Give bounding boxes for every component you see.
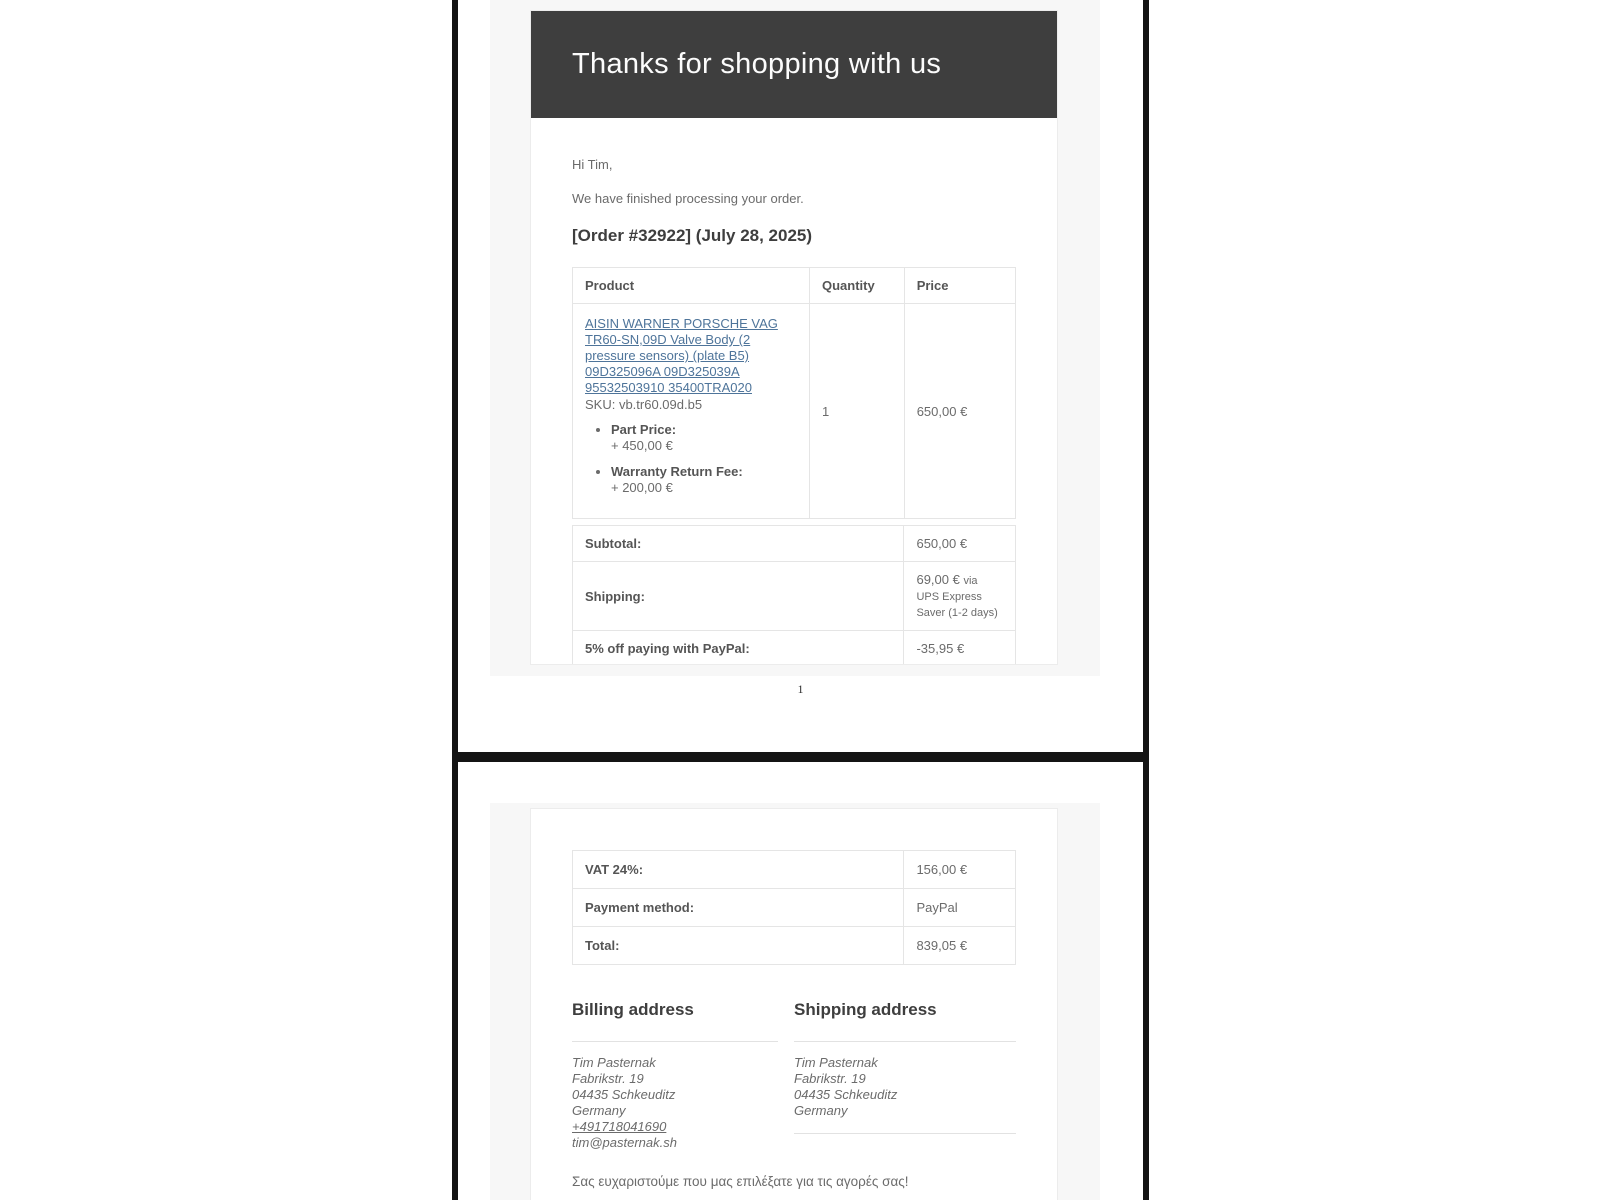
- email-body: [531, 118, 1057, 665]
- page-number: 1: [797, 682, 804, 696]
- subtotal-value: 650,00 €: [904, 526, 1016, 562]
- shipping-label: Shipping:: [573, 562, 904, 631]
- meta-item-warranty-fee: [611, 464, 797, 496]
- order-heading: [Order #32922] (July 28, 2025): [572, 226, 813, 245]
- discount-value: -35,95 €: [904, 631, 1016, 666]
- email-card: [530, 808, 1058, 1200]
- shipping-row: [573, 562, 1016, 631]
- product-link[interactable]: AISIN WARNER PORSCHE VAG TR60-SN,09D Valve Body (2 pressure sensors) (plate B5) 09D325096A 09D325039A 95532503910 35400TRA020: [585, 316, 778, 395]
- col-header-price: Price: [904, 268, 1015, 304]
- subtotal-label: Subtotal:: [573, 526, 904, 562]
- shipping-address-heading: Shipping address: [794, 1000, 1016, 1042]
- intro-text: We have finished processing your order.: [572, 191, 804, 206]
- product-row: [573, 304, 1016, 519]
- shipping-address-text: [794, 1055, 1016, 1134]
- order-items-table: [572, 267, 1016, 519]
- product-meta-list: [585, 422, 797, 496]
- price-cell: 650,00 €: [904, 304, 1015, 519]
- billing-country: Germany: [572, 1103, 626, 1118]
- vat-row: [573, 851, 1016, 889]
- meta-item-part-price: [611, 422, 797, 454]
- email-body-page2: [531, 809, 1057, 1190]
- pdf-viewer: [452, 0, 1149, 1200]
- meta-label: • Part Price:: [611, 422, 677, 437]
- payment-method-label: Payment method:: [573, 889, 904, 927]
- billing-name: Tim Pasternak: [572, 1055, 656, 1070]
- total-value: 839,05 €: [904, 927, 1016, 965]
- shipping-country: Germany: [794, 1103, 848, 1118]
- shipping-address-block: [794, 1000, 1016, 1151]
- payment-method-row: [573, 889, 1016, 927]
- email-header: [531, 11, 1057, 118]
- payment-method-value: PayPal: [904, 889, 1016, 927]
- billing-phone-link[interactable]: +491718041690: [572, 1119, 667, 1134]
- order-summary-table: [572, 850, 1016, 965]
- page-2: [458, 762, 1143, 1200]
- page-break-divider: [458, 752, 1143, 762]
- greeting-text: Hi Tim,: [572, 157, 613, 172]
- shipping-city: 04435 Schkeuditz: [794, 1087, 898, 1102]
- product-cell: [573, 304, 810, 519]
- discount-row: [573, 631, 1016, 666]
- addresses-section: [572, 1000, 1016, 1151]
- email-header-title: Thanks for shopping with us: [572, 48, 942, 80]
- col-header-product: Product: [573, 268, 810, 304]
- shipping-value: [904, 562, 1016, 631]
- shipping-street: Fabrikstr. 19: [794, 1071, 866, 1086]
- discount-label: 5% off paying with PayPal:: [573, 631, 904, 666]
- billing-street: Fabrikstr. 19: [572, 1071, 644, 1086]
- col-header-quantity: Quantity: [809, 268, 904, 304]
- total-row: [573, 927, 1016, 965]
- total-label: Total:: [573, 927, 904, 965]
- shipping-amount: 69,00 €: [916, 572, 960, 587]
- email-backdrop: [490, 0, 1100, 676]
- vat-value: 156,00 €: [904, 851, 1016, 889]
- billing-address-block: [572, 1000, 794, 1151]
- billing-address-heading: Billing address: [572, 1000, 778, 1042]
- billing-city: 04435 Schkeuditz: [572, 1087, 676, 1102]
- quantity-cell: 1: [809, 304, 904, 519]
- meta-value: + 450,00 €: [611, 438, 673, 453]
- email-card: [530, 10, 1058, 665]
- page-1: [458, 0, 1143, 752]
- subtotal-row: [573, 526, 1016, 562]
- email-backdrop: [490, 803, 1100, 1200]
- product-sku: SKU: vb.tr60.09d.b5: [585, 397, 703, 412]
- shipping-method-note: via UPS Express Saver (1-2 days): [916, 575, 998, 619]
- billing-address-text: [572, 1055, 778, 1151]
- meta-label: • Warranty Return Fee:: [611, 464, 743, 479]
- order-totals-table: [572, 525, 1016, 665]
- shipping-name: Tim Pasternak: [794, 1055, 878, 1070]
- meta-value: + 200,00 €: [611, 480, 673, 495]
- vat-label: VAT 24%:: [573, 851, 904, 889]
- footer-thanks-note: Σας ευχαριστούμε που μας επιλέξατε για τις αγορές σας!: [572, 1174, 909, 1189]
- billing-email: tim@pasternak.sh: [572, 1135, 677, 1150]
- items-header-row: [573, 268, 1016, 304]
